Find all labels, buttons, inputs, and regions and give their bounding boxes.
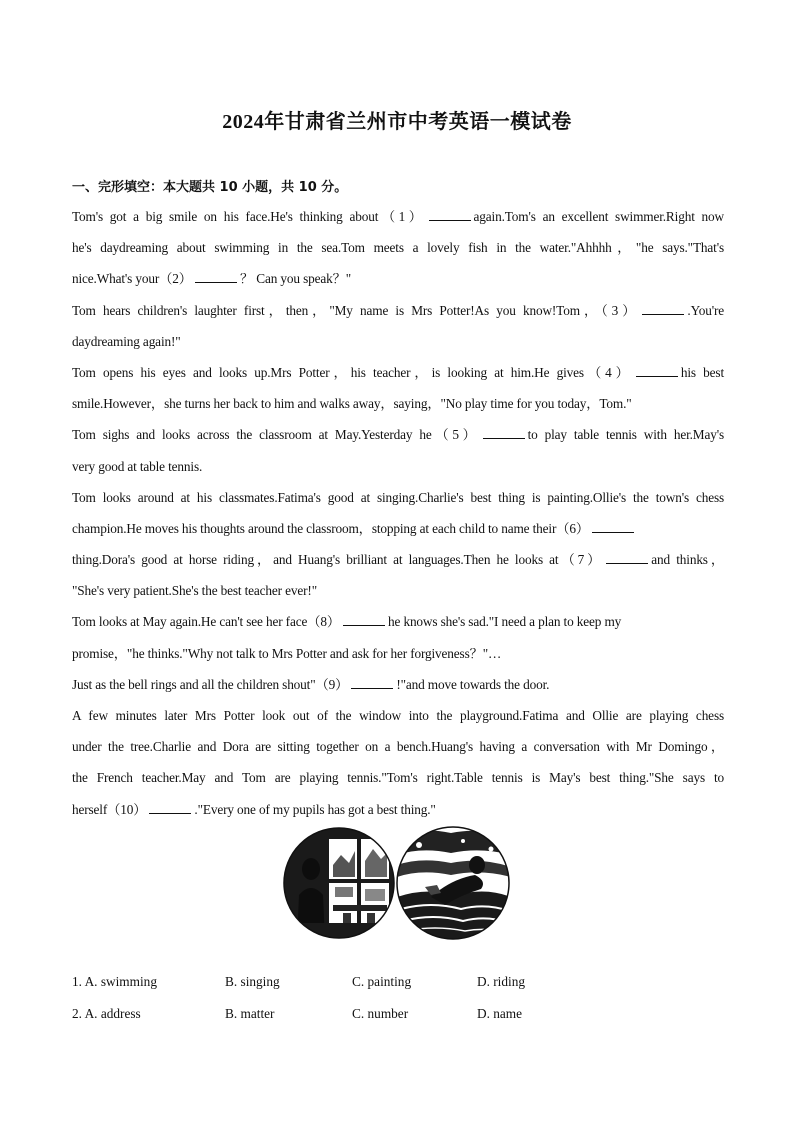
passage-line	[72, 546, 724, 577]
option-b: B. matter	[225, 1006, 275, 1021]
answer-blank	[642, 302, 684, 315]
passage-line	[72, 297, 724, 328]
passage-text: Tom looks at May again.He can't see her face（8）	[72, 614, 341, 630]
option-a: 2. A. address	[72, 1006, 141, 1021]
passage-text: he's daydreaming about swimming in the sea.Tom meets a lovely fish in the water."Ahhhh，"he says."That's	[72, 240, 724, 256]
section-heading: 一、完形填空：本大题共 10 小题，共 10 分。	[72, 180, 348, 195]
passage-text: herself（10）	[72, 801, 147, 817]
question-row	[72, 1000, 722, 1032]
option-b: B. singing	[225, 974, 280, 989]
passage-line	[72, 421, 724, 452]
passage-text: he knows she's sad."I need a plan to keep my	[388, 614, 622, 630]
passage-text: to play table tennis with her.May's	[527, 427, 724, 443]
answer-options	[72, 968, 722, 1032]
passage-text: daydreaming again!"	[72, 333, 181, 349]
answer-blank	[592, 520, 634, 533]
passage-line	[72, 203, 724, 234]
passage-line	[72, 671, 724, 702]
passage-text: thing.Dora's good at horse riding，and Huang's brilliant at languages.Then he looks at（7）	[72, 552, 604, 568]
passage-text: Tom looks around at his classmates.Fatima's good at singing.Charlie's best thing is painting.Ollie's the town's chess	[72, 489, 724, 505]
answer-blank	[429, 208, 471, 221]
passage-line	[72, 234, 724, 265]
passage-line	[72, 328, 724, 359]
passage-text: the French teacher.May and Tom are playing tennis."Tom's right.Table tennis is May's best thing."She says to	[72, 770, 724, 786]
passage-text: Just as the bell rings and all the children shout"（9）	[72, 676, 349, 692]
passage-line	[72, 608, 724, 639]
answer-blank	[195, 270, 237, 283]
passage-text: !"and move towards the door.	[396, 676, 550, 692]
classroom-window-illustration	[281, 825, 397, 941]
passage-line	[72, 577, 724, 608]
option-a: 1. A. swimming	[72, 974, 157, 989]
passage-line	[72, 453, 724, 484]
passage-text: champion.He moves his thoughts around the classroom，stopping at each child to name their（6）	[72, 520, 590, 536]
option-c: C. painting	[352, 974, 412, 989]
illustration-figures	[281, 825, 513, 941]
passage-text: Tom sighs and looks across the classroom at May.Yesterday he（5）	[72, 427, 480, 443]
passage-text: Tom's got a big smile on his face.He's thinking about（1）	[72, 209, 426, 224]
option-d: D. name	[477, 1006, 523, 1021]
page-title: 2024年甘肃省兰州市中考英语一模试卷	[222, 111, 572, 133]
passage-text: very good at table tennis.	[72, 458, 203, 474]
passage-text: his best	[680, 364, 725, 380]
answer-blank	[636, 364, 678, 377]
option-d: D. riding	[477, 974, 526, 989]
passage-line	[72, 515, 724, 546]
passage-line	[72, 484, 724, 515]
cloze-passage	[72, 203, 724, 827]
answer-blank	[483, 426, 525, 439]
passage-text: promise，"he thinks."Why not talk to Mrs Potter and ask for her forgiveness？"…	[72, 645, 502, 661]
passage-line	[72, 702, 724, 733]
passage-line	[72, 733, 724, 764]
passage-line	[72, 796, 724, 827]
passage-line	[72, 265, 724, 296]
question-row	[72, 968, 722, 1000]
passage-text: Tom hears children's laughter first，then，"My name is Mrs Potter!As you know!Tom，（3）	[72, 302, 640, 318]
answer-blank	[606, 551, 648, 564]
passage-text: A few minutes later Mrs Potter look out of the window into the playground.Fatima and Ollie are playing chess	[72, 708, 724, 723]
passage-line	[72, 640, 724, 671]
passage-text: and thinks，	[651, 552, 724, 568]
answer-blank	[149, 801, 191, 814]
passage-line	[72, 359, 724, 390]
passage-text: Tom opens his eyes and looks up.Mrs Potter，his teacher，is looking at him.He gives（4）	[72, 364, 633, 380]
passage-text: smile.However，she turns her back to him and walks away，saying，"No play time for you today，Tom."	[72, 396, 632, 412]
passage-text: ？ Can you speak？"	[239, 271, 352, 287]
passage-text: again.Tom's an excellent swimmer.Right now	[473, 209, 724, 224]
passage-text: .You're	[687, 302, 724, 318]
passage-text: "She's very patient.She's the best teacher ever!"	[72, 583, 317, 599]
passage-text: nice.What's your（2）	[72, 271, 192, 287]
answer-blank	[343, 613, 385, 626]
passage-text: ."Every one of my pupils has got a best thing."	[194, 801, 436, 817]
swimming-daydream-illustration	[395, 825, 513, 941]
passage-text: under the tree.Charlie and Dora are sitting together on a bench.Huang's having a conversation with Mr Domingo，	[72, 739, 724, 755]
answer-blank	[351, 676, 393, 689]
option-c: C. number	[352, 1006, 409, 1021]
passage-line	[72, 390, 724, 421]
passage-line	[72, 764, 724, 795]
